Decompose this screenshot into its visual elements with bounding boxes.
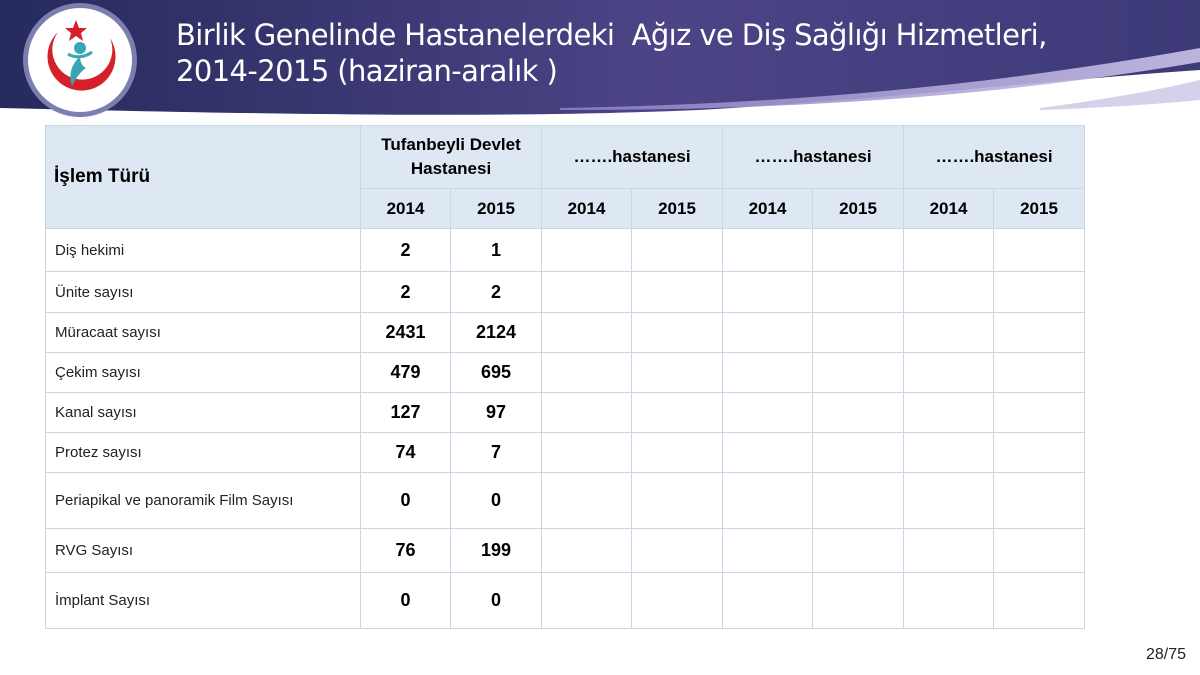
empty-cell <box>632 473 723 529</box>
empty-cell <box>632 353 723 393</box>
empty-cell <box>904 272 994 313</box>
row-label: Diş hekimi <box>46 229 361 272</box>
empty-cell <box>904 573 994 629</box>
empty-cell <box>632 573 723 629</box>
title-line-2: 2014-2015 (haziran-aralık ) <box>176 54 558 88</box>
year-header: 2015 <box>632 189 723 229</box>
hospital-header-4: …….hastanesi <box>904 126 1085 189</box>
empty-cell <box>542 393 632 433</box>
empty-cell <box>904 473 994 529</box>
empty-cell <box>813 353 904 393</box>
value-cell-2015: 2124 <box>451 313 542 353</box>
value-cell-2014: 2431 <box>361 313 451 353</box>
row-label: İmplant Sayısı <box>46 573 361 629</box>
table-row <box>46 573 1085 629</box>
year-header: 2014 <box>361 189 451 229</box>
value-cell-2014: 76 <box>361 529 451 573</box>
table-row <box>46 353 1085 393</box>
table-row <box>46 272 1085 313</box>
table-row <box>46 433 1085 473</box>
value-cell-2015: 7 <box>451 433 542 473</box>
empty-cell <box>904 529 994 573</box>
empty-cell <box>632 529 723 573</box>
value-cell-2014: 0 <box>361 573 451 629</box>
value-cell-2014: 127 <box>361 393 451 433</box>
empty-cell <box>723 529 813 573</box>
empty-cell <box>723 573 813 629</box>
empty-cell <box>723 229 813 272</box>
year-header: 2015 <box>451 189 542 229</box>
crescent-star-icon <box>28 8 132 112</box>
empty-cell <box>542 529 632 573</box>
value-cell-2014: 2 <box>361 272 451 313</box>
empty-cell <box>813 272 904 313</box>
empty-cell <box>632 229 723 272</box>
empty-cell <box>904 229 994 272</box>
empty-cell <box>632 313 723 353</box>
empty-cell <box>723 433 813 473</box>
table-body <box>46 229 1085 629</box>
value-cell-2015: 2 <box>451 272 542 313</box>
value-cell-2015: 695 <box>451 353 542 393</box>
row-label: Kanal sayısı <box>46 393 361 433</box>
empty-cell <box>994 473 1085 529</box>
row-label: Ünite sayısı <box>46 272 361 313</box>
empty-cell <box>542 272 632 313</box>
empty-cell <box>994 313 1085 353</box>
empty-cell <box>813 313 904 353</box>
value-cell-2015: 199 <box>451 529 542 573</box>
empty-cell <box>542 353 632 393</box>
value-cell-2015: 0 <box>451 573 542 629</box>
hospital-header-1: Tufanbeyli Devlet Hastanesi <box>361 126 542 189</box>
year-header: 2014 <box>723 189 813 229</box>
hospital-header-3: …….hastanesi <box>723 126 904 189</box>
year-header: 2014 <box>904 189 994 229</box>
dental-services-table <box>45 125 1085 629</box>
year-header: 2014 <box>542 189 632 229</box>
empty-cell <box>813 573 904 629</box>
empty-cell <box>994 393 1085 433</box>
empty-cell <box>813 393 904 433</box>
empty-cell <box>813 473 904 529</box>
empty-cell <box>542 433 632 473</box>
ministry-logo <box>28 8 132 112</box>
page-number: 28/75 <box>1145 646 1186 663</box>
empty-cell <box>994 573 1085 629</box>
value-cell-2014: 479 <box>361 353 451 393</box>
table-row <box>46 529 1085 573</box>
row-header: İşlem Türü <box>46 126 361 229</box>
empty-cell <box>994 529 1085 573</box>
row-label: RVG Sayısı <box>46 529 361 573</box>
value-cell-2015: 97 <box>451 393 542 433</box>
empty-cell <box>723 313 813 353</box>
empty-cell <box>994 272 1085 313</box>
value-cell-2014: 0 <box>361 473 451 529</box>
empty-cell <box>994 353 1085 393</box>
empty-cell <box>723 473 813 529</box>
empty-cell <box>542 313 632 353</box>
empty-cell <box>813 433 904 473</box>
empty-cell <box>904 433 994 473</box>
table-row <box>46 229 1085 272</box>
value-cell-2015: 1 <box>451 229 542 272</box>
empty-cell <box>542 473 632 529</box>
empty-cell <box>994 229 1085 272</box>
empty-cell <box>723 272 813 313</box>
empty-cell <box>723 393 813 433</box>
empty-cell <box>632 272 723 313</box>
table-row <box>46 393 1085 433</box>
empty-cell <box>813 529 904 573</box>
table-row <box>46 313 1085 353</box>
header-row-hospitals <box>46 126 1085 189</box>
page-title <box>176 17 1176 89</box>
hospital-header-2: …….hastanesi <box>542 126 723 189</box>
empty-cell <box>904 313 994 353</box>
table-row <box>46 473 1085 529</box>
year-header: 2015 <box>994 189 1085 229</box>
empty-cell <box>904 393 994 433</box>
value-cell-2015: 0 <box>451 473 542 529</box>
empty-cell <box>542 229 632 272</box>
value-cell-2014: 74 <box>361 433 451 473</box>
row-label: Müracaat sayısı <box>46 313 361 353</box>
empty-cell <box>723 353 813 393</box>
title-line-1: Birlik Genelinde Hastanelerdeki Ağız ve Diş Sağlığı Hizmetleri, <box>176 18 1047 52</box>
year-header: 2015 <box>813 189 904 229</box>
empty-cell <box>632 393 723 433</box>
row-label: Protez sayısı <box>46 433 361 473</box>
row-label: Çekim sayısı <box>46 353 361 393</box>
row-label: Periapikal ve panoramik Film Sayısı <box>46 473 361 529</box>
empty-cell <box>632 433 723 473</box>
empty-cell <box>813 229 904 272</box>
value-cell-2014: 2 <box>361 229 451 272</box>
empty-cell <box>904 353 994 393</box>
empty-cell <box>542 573 632 629</box>
empty-cell <box>994 433 1085 473</box>
